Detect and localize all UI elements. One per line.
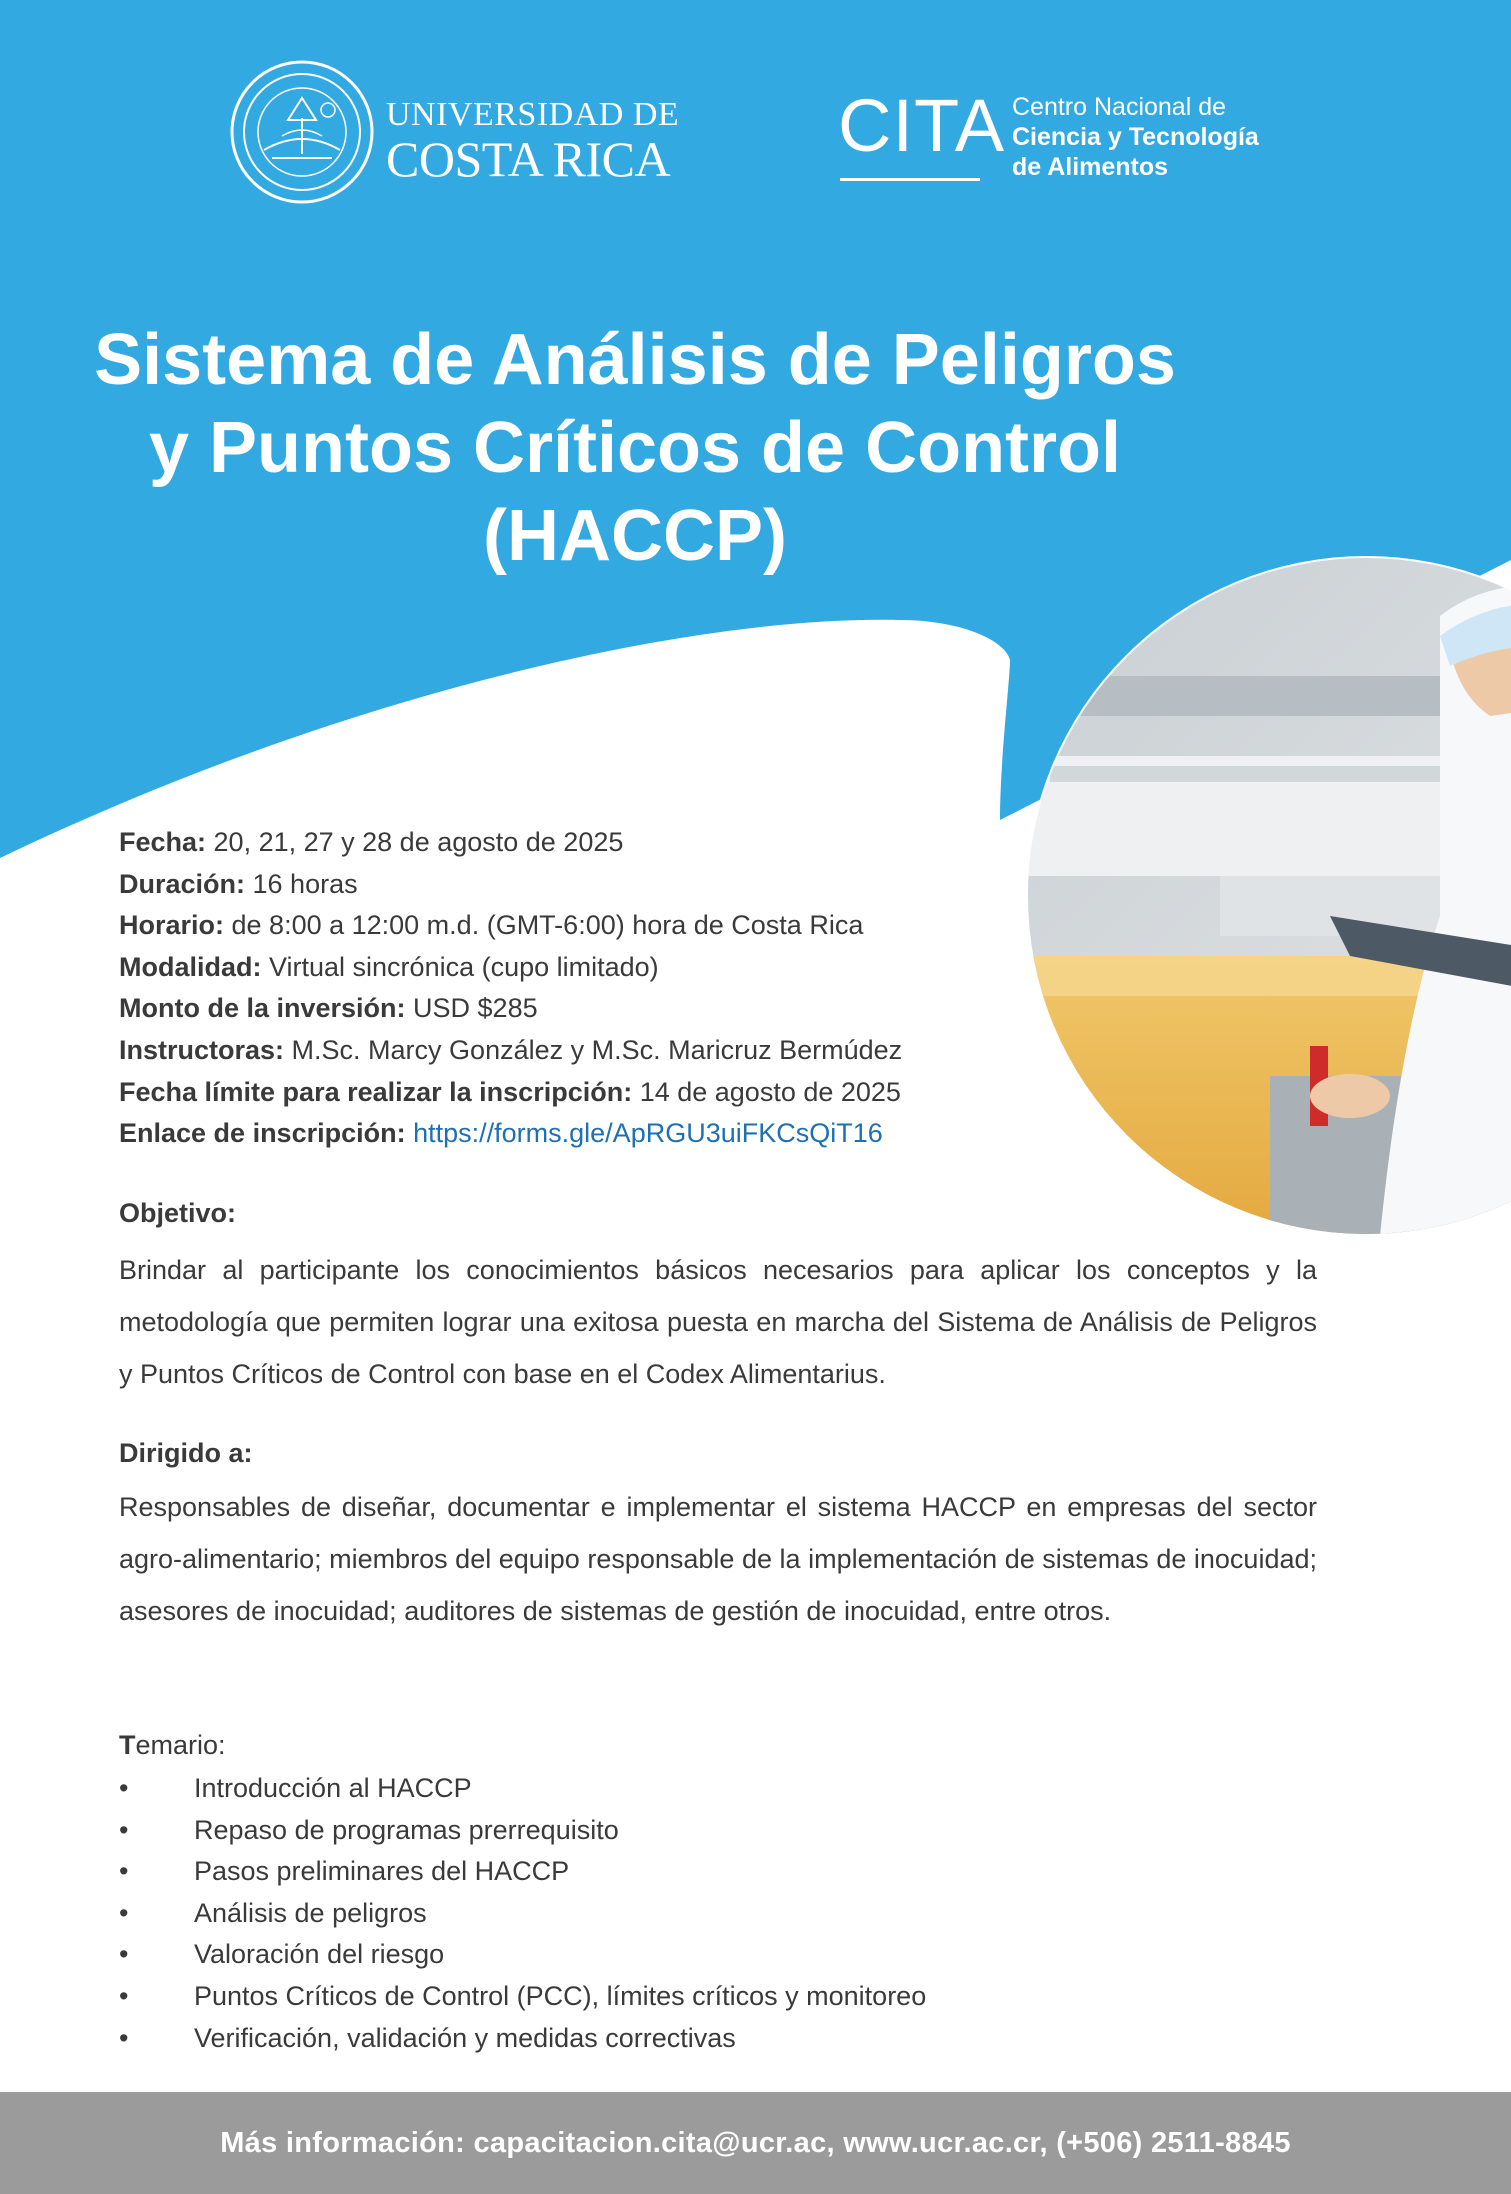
audience-heading: Dirigido a: — [119, 1438, 253, 1468]
detail-registration — [119, 1113, 1019, 1155]
bullet-icon: • — [119, 1773, 129, 1803]
list-item — [119, 1893, 1319, 1935]
list-item-text: Pasos preliminares del HACCP — [194, 1856, 570, 1887]
detail-value: Virtual sincrónica (cupo limitado) — [261, 951, 659, 982]
detail-value: 14 de agosto de 2025 — [632, 1076, 901, 1107]
detail-value: 16 horas — [245, 868, 358, 899]
cita-name-line1: Centro Nacional de — [1012, 93, 1227, 121]
syllabus-heading — [119, 1730, 226, 1761]
detail-schedule — [119, 905, 1019, 947]
detail-price — [119, 988, 1019, 1030]
detail-instructors — [119, 1030, 1019, 1072]
cita-name-line2: Ciencia y Tecnología — [1012, 123, 1259, 151]
bullet-icon: • — [119, 1856, 129, 1887]
detail-value: 20, 21, 27 y 28 de agosto de 2025 — [206, 827, 624, 857]
cita-logo — [838, 86, 1298, 196]
detail-label: Modalidad: — [119, 951, 262, 982]
objective-heading: Objetivo: — [119, 1198, 237, 1228]
detail-duration — [119, 864, 1019, 906]
bullet-icon: • — [119, 1939, 129, 1970]
ucr-name-line2: COSTA RICA — [386, 131, 671, 187]
course-details — [119, 822, 1019, 1155]
list-item-text: Puntos Críticos de Control (PCC), límites críticos y monitoreo — [194, 1980, 927, 2011]
list-item — [119, 1976, 1319, 2018]
list-item — [119, 1934, 1319, 1976]
cita-name-line3: de Alimentos — [1012, 153, 1169, 181]
bullet-icon: • — [119, 1897, 129, 1928]
bullet-icon: • — [119, 1980, 129, 2011]
objective-text: Brindar al participante los conocimientos básicos necesarios para aplicar los conceptos y la metodología que permiten lograr una exitosa puesta en marcha del Sistema de Análisis de Peligros y Puntos Críticos de Control con base en el Codex Alimentarius. — [119, 1255, 1317, 1389]
detail-modality — [119, 947, 1019, 989]
bullet-icon: • — [119, 1814, 129, 1845]
course-title-line2: y Puntos Críticos de Control — [148, 408, 1122, 488]
detail-value: de 8:00 a 12:00 m.d. (GMT-6:00) hora de Costa Rica — [224, 910, 864, 941]
cita-underline — [840, 178, 980, 181]
list-item-text: Repaso de programas prerrequisito — [194, 1814, 619, 1845]
list-item-text: Verificación, validación y medidas correctivas — [194, 2022, 736, 2053]
syllabus-heading-rest: emario: — [135, 1730, 226, 1760]
detail-value: M.Sc. Marcy González y M.Sc. Maricruz Bermúdez — [284, 1034, 903, 1065]
list-item-text: Introducción al HACCP — [194, 1773, 472, 1803]
registration-link[interactable]: https://forms.gle/ApRGU3uiFKCsQiT16 — [413, 1118, 883, 1149]
detail-label: Horario: — [119, 910, 225, 941]
course-title — [90, 316, 1180, 580]
cita-full-name — [1012, 92, 1259, 182]
detail-deadline — [119, 1072, 1019, 1114]
detail-label: Duración: — [119, 868, 246, 899]
detail-label: Fecha límite para realizar la inscripción: — [119, 1076, 633, 1107]
list-item-text: Análisis de peligros — [194, 1897, 427, 1928]
detail-label: Fecha: — [119, 827, 207, 857]
ucr-name-line1: UNIVERSIDAD DE — [386, 96, 680, 133]
food-inspector-photo — [1020, 556, 1511, 1236]
cita-wordmark: CITA — [838, 84, 1006, 167]
list-item — [119, 1810, 1319, 1852]
audience-text: Responsables de diseñar, documentar e implementar el sistema HACCP en empresas del sector agro-alimentario; miembros del equipo responsable de la implementación de sistemas de inocuidad; asesores de inocuidad; auditores de sistemas de gestión de inocuidad, entre otros. — [119, 1492, 1317, 1626]
course-title-line1: Sistema de Análisis de Peligros — [94, 320, 1176, 400]
list-item — [119, 1768, 1319, 1810]
detail-date — [119, 822, 1019, 864]
detail-label: Monto de la inversión: — [119, 993, 406, 1024]
detail-label: Enlace de inscripción: — [119, 1118, 406, 1149]
ucr-seal-icon — [228, 58, 376, 206]
ucr-logo — [228, 58, 680, 218]
list-item — [119, 2018, 1319, 2060]
syllabus-list — [119, 1768, 1319, 2059]
course-title-line3: (HACCP) — [483, 496, 787, 576]
detail-label: Instructoras: — [119, 1034, 285, 1065]
list-item-text: Valoración del riesgo — [194, 1939, 445, 1970]
syllabus-heading-initial: T — [119, 1730, 136, 1760]
list-item — [119, 1851, 1319, 1893]
bullet-icon: • — [119, 2022, 129, 2053]
footer-contact-text: Más información: capacitacion.cita@ucr.ac, www.ucr.ac.cr, (+506) 2511-8845 — [220, 2126, 1291, 2159]
footer-contact-bar — [0, 2092, 1511, 2194]
detail-value: USD $285 — [405, 993, 538, 1024]
